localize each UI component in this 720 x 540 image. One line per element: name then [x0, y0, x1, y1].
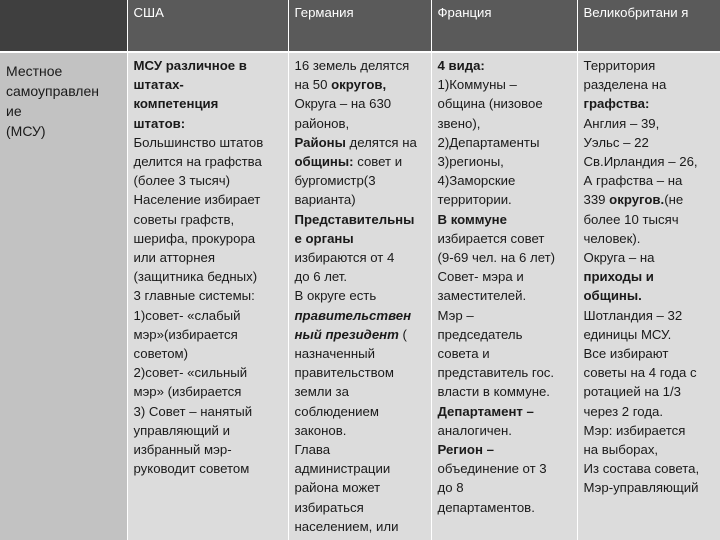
cell-line — [134, 382, 282, 401]
cell-text: назначенный — [294, 346, 375, 362]
cell-line — [295, 114, 425, 133]
cell-text: Округа – на 630 — [294, 96, 392, 112]
cell-line — [295, 459, 425, 478]
cell-text: администрации — [294, 461, 391, 477]
cell-line — [584, 133, 714, 152]
cell-text: Глава — [294, 442, 331, 458]
cell-line — [438, 382, 571, 401]
cell-line — [295, 248, 425, 267]
cell-text: советы графств, — [133, 211, 235, 227]
cell-line — [584, 171, 714, 190]
cell-line — [584, 114, 714, 133]
cell-text: человек). — [583, 230, 641, 246]
cell-line — [438, 114, 571, 133]
cell-line — [295, 382, 425, 401]
cell-line — [584, 478, 714, 497]
cell-line — [295, 133, 425, 152]
cell-line — [295, 325, 425, 344]
cell-text: 4 вида: — [437, 58, 485, 73]
cell-line — [438, 363, 571, 382]
header-germany: Германия — [288, 0, 431, 52]
cell-text: власти в коммуне. — [437, 384, 550, 400]
cell-line — [295, 402, 425, 421]
cell-line — [438, 478, 571, 497]
cell-usa — [127, 52, 288, 540]
cell-text: 339 — [583, 192, 610, 208]
cell-text: через 2 года. — [583, 403, 664, 419]
header-usa: США — [127, 0, 288, 52]
cell-line — [584, 190, 714, 209]
cell-text: на 50 — [294, 77, 332, 93]
cell-line — [584, 75, 714, 94]
cell-line — [438, 94, 571, 113]
cell-line — [295, 421, 425, 440]
cell-text: объединение от 3 — [437, 461, 547, 477]
cell-line — [438, 248, 571, 267]
cell-text: или атторнея — [133, 250, 215, 266]
cell-line — [134, 286, 282, 305]
cell-line — [438, 267, 571, 286]
cell-line — [438, 152, 571, 171]
cell-line — [584, 94, 714, 113]
cell-text: бургомистр(3 — [294, 173, 376, 189]
cell-text: 3)регионы, — [437, 154, 504, 170]
cell-text: МСУ различное в — [133, 58, 247, 73]
cell-line — [584, 325, 714, 344]
cell-text: Мэр – — [437, 307, 474, 323]
cell-text: Совет- мэра и — [437, 269, 524, 285]
cell-line — [134, 306, 282, 325]
cell-text: штатах- — [133, 77, 184, 93]
cell-text: избираются от 4 — [294, 250, 395, 266]
cell-line — [295, 498, 425, 517]
cell-line — [134, 114, 282, 133]
cell-text: 3 главные системы: — [133, 288, 255, 304]
cell-text: советы на 4 года с — [583, 365, 697, 381]
cell-uk — [577, 52, 720, 540]
cell-text: ( — [398, 326, 407, 342]
cell-line — [438, 286, 571, 305]
cell-text: 2)Департаменты — [437, 134, 540, 150]
cell-line — [584, 440, 714, 459]
cell-text: избирается совет — [437, 230, 545, 246]
cell-line — [438, 210, 571, 229]
cell-text: В округе есть — [294, 288, 377, 304]
cell-line — [584, 344, 714, 363]
cell-line — [295, 171, 425, 190]
cell-line — [438, 402, 571, 421]
cell-text: председатель — [437, 326, 523, 342]
cell-line — [134, 56, 282, 75]
cell-text: В коммуне — [437, 211, 507, 227]
header-france: Франция — [431, 0, 577, 52]
cell-text: на выборах, — [583, 442, 659, 458]
cell-line — [438, 344, 571, 363]
cell-line — [295, 517, 425, 536]
cell-text: Св.Ирландия – 26, — [583, 154, 698, 170]
cell-line — [134, 363, 282, 382]
cell-text: Англия – 39, — [583, 115, 660, 131]
cell-text: 2)совет- «сильный — [133, 365, 248, 381]
cell-text: руководит советом — [133, 461, 250, 477]
cell-text: шерифа, прокурора — [133, 230, 256, 246]
cell-line — [295, 344, 425, 363]
cell-line — [584, 229, 714, 248]
cell-text: Округа – на — [583, 250, 655, 266]
cell-text: общины: — [294, 154, 354, 170]
cell-line — [584, 382, 714, 401]
header-uk: Великобритани я — [577, 0, 720, 52]
cell-line — [438, 440, 571, 459]
row-label-line: ие — [6, 103, 22, 119]
row-label-msu — [0, 52, 127, 540]
cell-line — [134, 133, 282, 152]
cell-text: Регион – — [437, 442, 494, 458]
cell-line — [295, 210, 425, 229]
cell-text: департаментов. — [437, 499, 535, 515]
cell-line — [134, 421, 282, 440]
cell-text: управляющий и — [133, 422, 230, 438]
cell-text: Уэльс – 22 — [583, 134, 649, 150]
cell-text: (более 3 тысяч) — [133, 173, 231, 189]
cell-line — [584, 248, 714, 267]
cell-text: Все избирают — [583, 346, 669, 362]
cell-line — [295, 267, 425, 286]
cell-line — [134, 267, 282, 286]
cell-text: единицы МСУ. — [583, 326, 672, 342]
cell-text: районов, — [294, 115, 350, 131]
cell-text: Шотландия – 32 — [583, 307, 683, 323]
cell-line — [584, 421, 714, 440]
cell-line — [438, 171, 571, 190]
cell-text: варианта) — [294, 192, 356, 208]
cell-text: округов. — [609, 192, 665, 208]
cell-text: Районы — [294, 134, 346, 150]
cell-text: Из состава совета, — [583, 461, 700, 477]
cell-text: земли за — [294, 384, 349, 400]
cell-text: общины. — [583, 288, 642, 304]
cell-text: аналогичен. — [437, 422, 512, 438]
cell-text: 16 земель делятся — [294, 58, 410, 73]
cell-line — [438, 306, 571, 325]
cell-line — [295, 440, 425, 459]
cell-line — [295, 190, 425, 209]
cell-line — [584, 210, 714, 229]
cell-text: Департамент – — [437, 403, 534, 419]
header-row — [0, 0, 720, 52]
cell-line — [134, 344, 282, 363]
cell-line — [438, 421, 571, 440]
cell-text: делятся на — [345, 134, 417, 150]
cell-line — [134, 459, 282, 478]
cell-germany — [288, 52, 431, 540]
cell-line — [438, 56, 571, 75]
cell-line — [295, 306, 425, 325]
cell-line — [134, 210, 282, 229]
cell-text: населением, или — [294, 518, 399, 534]
cell-text: Мэр-управляющий — [583, 480, 699, 496]
cell-text: округов, — [331, 77, 387, 93]
cell-line — [295, 363, 425, 382]
cell-line — [584, 363, 714, 382]
cell-text: заместителей. — [437, 288, 527, 304]
cell-text: избираться — [294, 499, 364, 515]
cell-line — [295, 478, 425, 497]
cell-text: мэр»(избирается — [133, 326, 238, 342]
cell-text: Большинство штатов — [133, 134, 264, 150]
cell-line — [295, 75, 425, 94]
cell-line — [438, 325, 571, 344]
cell-text: компетенция — [133, 96, 219, 112]
cell-text: правительством — [294, 365, 394, 381]
cell-text: Территория — [583, 58, 656, 73]
cell-text: соблюдением — [294, 403, 379, 419]
row-label-line: Местное — [6, 63, 63, 79]
cell-text: совета и — [437, 346, 490, 362]
cell-text: ротацией на 1/3 — [583, 384, 682, 400]
cell-text: ный президент — [294, 326, 399, 342]
cell-line — [584, 267, 714, 286]
cell-text: 1)совет- «слабый — [133, 307, 241, 323]
cell-line — [438, 75, 571, 94]
cell-text: А графства – на — [583, 173, 683, 189]
cell-text: более 10 тысяч — [583, 211, 679, 227]
cell-text: делится на графства — [133, 154, 262, 170]
cell-line — [438, 229, 571, 248]
cell-text: представитель гос. — [437, 365, 555, 381]
cell-line — [438, 190, 571, 209]
header-corner — [0, 0, 127, 52]
cell-line — [295, 94, 425, 113]
cell-line — [438, 133, 571, 152]
cell-line — [134, 94, 282, 113]
cell-text: разделена на — [583, 77, 667, 93]
cell-text: до 8 — [437, 480, 464, 496]
cell-text: избранный мэр- — [133, 442, 232, 458]
cell-text: звено), — [437, 115, 481, 131]
cell-line — [438, 498, 571, 517]
cell-line — [584, 459, 714, 478]
cell-line — [134, 75, 282, 94]
cell-text: графства: — [583, 96, 650, 112]
cell-france — [431, 52, 577, 540]
cell-text: 1)Коммуны – — [437, 77, 517, 93]
cell-text: Население избирает — [133, 192, 261, 208]
cell-line — [584, 56, 714, 75]
cell-line — [134, 190, 282, 209]
cell-text: советом) — [133, 346, 189, 362]
cell-text: мэр» (избирается — [133, 384, 242, 400]
cell-text: община (низовое — [437, 96, 543, 112]
cell-line — [134, 325, 282, 344]
cell-line — [295, 152, 425, 171]
cell-line — [134, 229, 282, 248]
table-row — [0, 52, 720, 540]
cell-line — [584, 306, 714, 325]
cell-text: (не — [664, 192, 684, 208]
cell-text: (защитника бедных) — [133, 269, 258, 285]
cell-line — [134, 402, 282, 421]
row-label-line: самоуправлен — [6, 83, 99, 99]
cell-text: штатов: — [133, 115, 186, 131]
cell-line — [295, 286, 425, 305]
cell-text: совет и — [353, 154, 403, 170]
row-label-line: (МСУ) — [6, 123, 46, 139]
cell-text: Мэр: избирается — [583, 422, 686, 438]
cell-line — [295, 229, 425, 248]
cell-text: района может — [294, 480, 381, 496]
cell-line — [134, 440, 282, 459]
cell-line — [584, 152, 714, 171]
cell-line — [584, 402, 714, 421]
cell-line — [134, 248, 282, 267]
cell-line — [438, 459, 571, 478]
cell-text: приходы и — [583, 269, 654, 285]
cell-line — [134, 152, 282, 171]
cell-line — [295, 56, 425, 75]
cell-text: законов. — [294, 422, 347, 438]
cell-text: территории. — [437, 192, 512, 208]
cell-line — [134, 171, 282, 190]
cell-text: 3) Совет – нанятый — [133, 403, 253, 419]
cell-line — [584, 286, 714, 305]
cell-text: 4)Заморские — [437, 173, 516, 189]
cell-text: до 6 лет. — [294, 269, 348, 285]
cell-text: е органы — [294, 230, 354, 246]
cell-text: (9-69 чел. на 6 лет) — [437, 250, 556, 266]
cell-text: правительствен — [294, 307, 412, 323]
cell-text: Представительны — [294, 211, 415, 227]
